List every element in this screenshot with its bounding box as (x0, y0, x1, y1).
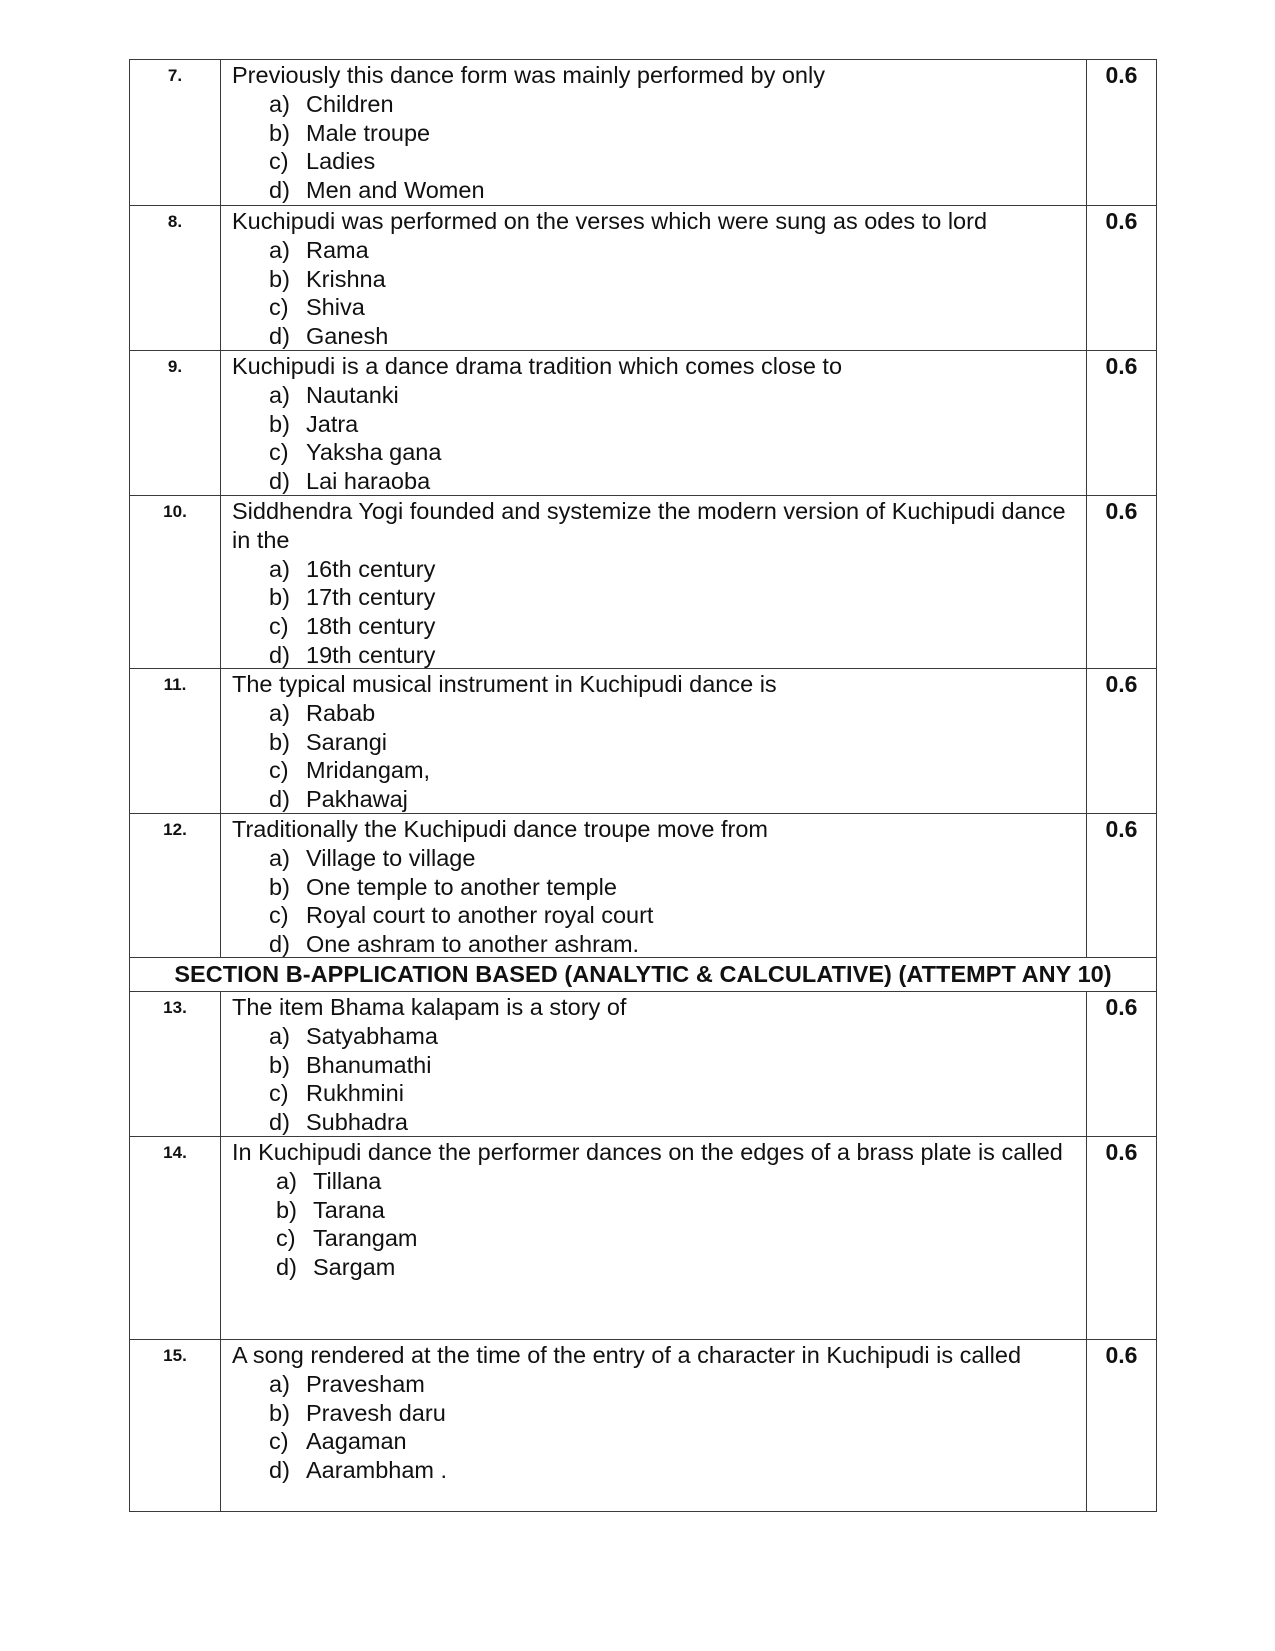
question-text: In Kuchipudi dance the performer dances on the edges of a brass plate is called (232, 1139, 1063, 1165)
question-cell (221, 351, 1087, 495)
option-item: b) Sarangi (269, 728, 387, 755)
question-cell (221, 992, 1087, 1136)
option-item: a) Village to village (269, 844, 476, 871)
question-cell (221, 60, 1087, 205)
option-item: d) Aarambham . (269, 1457, 448, 1484)
question-row-15 (130, 1339, 1156, 1511)
question-cell (221, 1137, 1087, 1339)
option-item: d) Subhadra (269, 1109, 408, 1136)
option-item: b) Pravesh daru (269, 1399, 446, 1426)
question-cell (221, 814, 1087, 957)
option-item: d) 19th century (269, 641, 436, 668)
option-item: d) One ashram to another ashram. (269, 931, 640, 958)
question-number: 15. (130, 1340, 221, 1511)
question-number: 10. (130, 496, 221, 668)
question-number: 9. (130, 351, 221, 495)
option-item: c) Shiva (269, 294, 365, 321)
options-list (232, 1370, 1076, 1485)
marks-value: 0.6 (1105, 1139, 1138, 1165)
option-item: d) Men and Women (269, 177, 485, 204)
section-b-heading: SECTION B-APPLICATION BASED (ANALYTIC & CALCULATIVE) (ATTEMPT ANY 10) (130, 957, 1156, 991)
question-number: 7. (130, 60, 221, 205)
question-number: 13. (130, 992, 221, 1136)
option-item: c) Yaksha gana (269, 439, 442, 466)
option-item: a) Rabab (269, 699, 376, 726)
question-text: Previously this dance form was mainly performed by only (232, 62, 825, 88)
question-text: Traditionally the Kuchipudi dance troupe move from (232, 816, 769, 842)
option-item: b) 17th century (269, 584, 436, 611)
options-list (232, 1167, 1076, 1282)
option-item: a) Children (269, 90, 394, 117)
options-list (232, 844, 1076, 959)
question-text: Siddhendra Yogi founded and systemize the modern version of Kuchipudi dance in the (232, 498, 1066, 553)
question-cell (221, 496, 1087, 668)
marks-value: 0.6 (1105, 208, 1138, 234)
question-text: The item Bhama kalapam is a story of (232, 994, 627, 1020)
question-number: 14. (130, 1137, 221, 1339)
option-item: b) Krishna (269, 265, 386, 292)
option-item: b) Tarana (276, 1196, 385, 1223)
question-text: Kuchipudi was performed on the verses which were sung as odes to lord (232, 208, 988, 234)
option-item: c) 18th century (269, 613, 436, 640)
question-number: 8. (130, 206, 221, 350)
question-number: 11. (130, 669, 221, 813)
option-item: b) Male troupe (269, 119, 431, 146)
options-list (232, 1022, 1076, 1137)
question-text: A song rendered at the time of the entry of a character in Kuchipudi is called (232, 1342, 1022, 1368)
options-list (232, 699, 1076, 814)
option-item: c) Rukhmini (269, 1080, 404, 1107)
option-item: b) Jatra (269, 410, 359, 437)
option-item: c) Mridangam, (269, 757, 431, 784)
option-item: b) Bhanumathi (269, 1051, 432, 1078)
question-text: The typical musical instrument in Kuchipudi dance is (232, 671, 777, 697)
question-row-7 (130, 60, 1156, 205)
marks-value: 0.6 (1105, 994, 1138, 1020)
options-list (232, 555, 1076, 670)
options-list (232, 236, 1076, 351)
question-table (129, 59, 1157, 1512)
option-item: a) Satyabhama (269, 1022, 438, 1049)
marks-value: 0.6 (1105, 353, 1138, 379)
option-item: c) Aagaman (269, 1428, 407, 1455)
marks-value: 0.6 (1105, 816, 1138, 842)
question-number: 12. (130, 814, 221, 957)
question-row-14 (130, 1136, 1156, 1339)
marks-value: 0.6 (1105, 62, 1138, 88)
option-item: a) Tillana (276, 1167, 382, 1194)
question-text: Kuchipudi is a dance drama tradition which comes close to (232, 353, 843, 379)
option-item: c) Royal court to another royal court (269, 902, 654, 929)
option-item: a) Nautanki (269, 381, 399, 408)
question-cell (221, 206, 1087, 350)
option-item: d) Pakhawaj (269, 786, 408, 813)
marks-value: 0.6 (1105, 498, 1138, 524)
option-item: b) One temple to another temple (269, 873, 617, 900)
question-row-13 (130, 991, 1156, 1136)
question-row-10 (130, 495, 1156, 668)
option-item: d) Sargam (276, 1254, 396, 1281)
marks-value: 0.6 (1105, 1342, 1138, 1368)
question-row-12 (130, 813, 1156, 957)
option-item: a) 16th century (269, 555, 436, 582)
options-list (232, 90, 1076, 205)
option-item: d) Lai haraoba (269, 468, 431, 495)
question-cell (221, 669, 1087, 813)
option-item: c) Ladies (269, 148, 376, 175)
question-row-9 (130, 350, 1156, 495)
option-item: a) Rama (269, 236, 369, 263)
question-row-11 (130, 668, 1156, 813)
option-item: d) Ganesh (269, 323, 389, 350)
options-list (232, 381, 1076, 496)
option-item: c) Tarangam (276, 1225, 418, 1252)
question-cell (221, 1340, 1087, 1511)
option-item: a) Pravesham (269, 1370, 425, 1397)
question-row-8 (130, 205, 1156, 350)
marks-value: 0.6 (1105, 671, 1138, 697)
